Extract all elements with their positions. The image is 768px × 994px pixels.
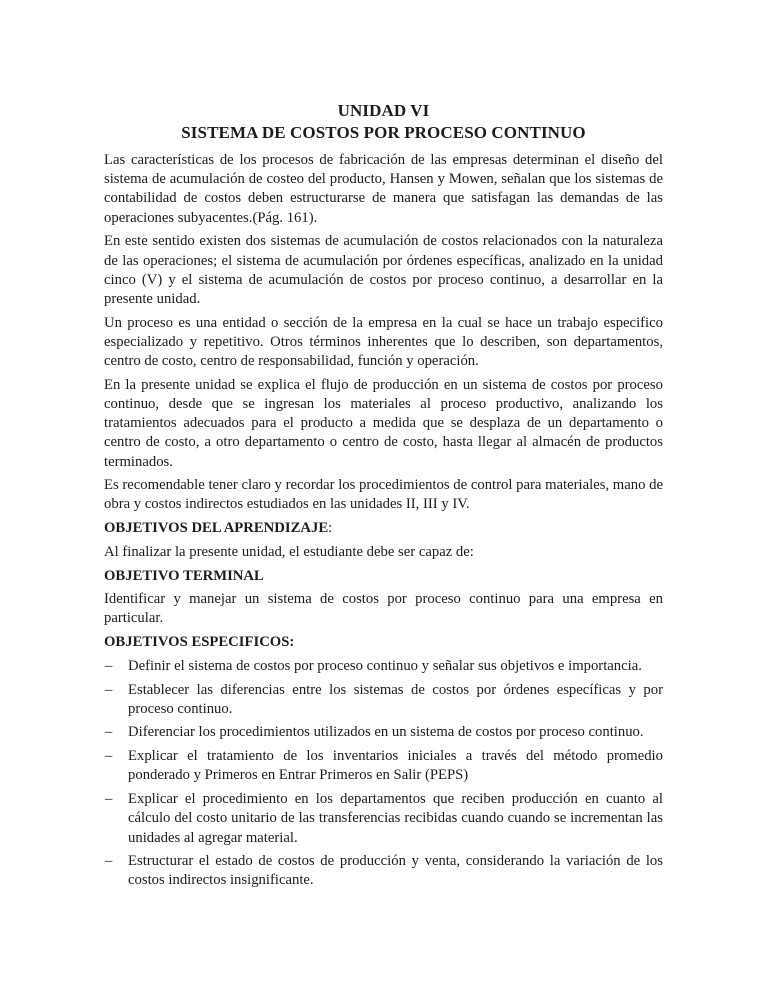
list-item [104, 747, 663, 785]
heading-objetivos-del-aprendizaje-text: OBJETIVOS DEL APRENDIZAJE [104, 520, 329, 537]
dash-bullet-icon: – [105, 724, 113, 741]
paragraph-al-finalizar: Al finalizar la presente unidad, el estudiante debe ser capaz de: [104, 543, 474, 560]
heading-objetivos-especificos: OBJETIVOS ESPECIFICOS: [104, 634, 295, 651]
list-item-text: Definir el sistema de costos por proceso continuo y señalar sus objetivos e importancia. [128, 657, 642, 674]
paragraph-objetivo-terminal-texto: Identificar y manejar un sistema de costos por proceso continuo para una empresa en particular. [104, 591, 663, 627]
dash-bullet-icon: – [105, 791, 113, 808]
dash-bullet-icon: – [105, 681, 113, 698]
paragraph-flujo-produccion: En la presente unidad se explica el flujo de producción en un sistema de costos por proceso continuo, desde que se ingresan los materiales al proceso productivo, analizando los tratamientos adecuados para el producto a medida que se desplaza de un departamento o centro de costo, a otro departamento o centro de costo, hasta llegar al almacén de productos terminados. [104, 376, 663, 470]
heading-objetivos-del-aprendizaje [104, 519, 663, 538]
paragraph-intro-caracteristicas: Las características de los procesos de fabricación de las empresas determinan el diseño del sistema de acumulación de costeo del producto, Hansen y Mowen, señalan que los sistemas de contabilidad de costos deben estructurarse de manera que satisfagan las demandas de las operaciones subyacentes.(Pág. 161). [104, 152, 663, 226]
dash-bullet-icon: – [105, 853, 113, 870]
dash-bullet-icon: – [105, 748, 113, 765]
list-item [104, 681, 663, 719]
title-line-1: UNIDAD VI [337, 101, 430, 120]
paragraph-recomendacion: Es recomendable tener claro y recordar los procedimientos de control para materiales, mano de obra y costos indirectos estudiados en las unidades II, III y IV. [104, 477, 663, 513]
list-item [104, 852, 663, 890]
paragraph-dos-sistemas: En este sentido existen dos sistemas de acumulación de costos relacionados con la naturaleza de las operaciones; el sistema de acumulación por órdenes específicas, analizado en la unidad cinco (V) y el sistema de acumulación de costos por proceso continuo, a desarrollar en la presente unidad. [104, 233, 663, 307]
list-item-text: Establecer las diferencias entre los sistemas de costos por órdenes específicas y por proceso continuo. [128, 681, 663, 717]
list-item [104, 723, 663, 742]
paragraph-definicion-proceso: Un proceso es una entidad o sección de la empresa en la cual se hace un trabajo especifico especializado y repetitivo. Otros términos inherentes que lo describen, son departamentos, centro de costo, centro de responsabilidad, función y operación. [104, 314, 663, 370]
title-line-2: SISTEMA DE COSTOS POR PROCESO CONTINUO [181, 123, 586, 142]
list-item [104, 657, 663, 676]
dash-bullet-icon: – [105, 657, 113, 674]
heading-objetivos-del-aprendizaje-colon: : [328, 520, 333, 537]
list-item-text: Diferenciar los procedimientos utilizados en un sistema de costos por proceso continuo. [128, 724, 644, 741]
list-item-text: Explicar el tratamiento de los inventarios iniciales a través del método promedio ponderado y Primeros en Entrar Primeros en Salir (PEPS) [128, 748, 663, 784]
list-item [104, 790, 663, 848]
list-item-text: Explicar el procedimiento en los departamentos que reciben producción en cuanto al cálculo del costo unitario de las transferencias recibidas cuando cuando se incrementan las unidades al agregar material. [128, 791, 663, 846]
heading-objetivo-terminal: OBJETIVO TERMINAL [104, 567, 264, 584]
objectives-list [104, 657, 663, 891]
list-item-text: Estructurar el estado de costos de producción y venta, considerando la variación de los costos indirectos insignificante. [128, 853, 663, 889]
document-title [104, 100, 663, 144]
